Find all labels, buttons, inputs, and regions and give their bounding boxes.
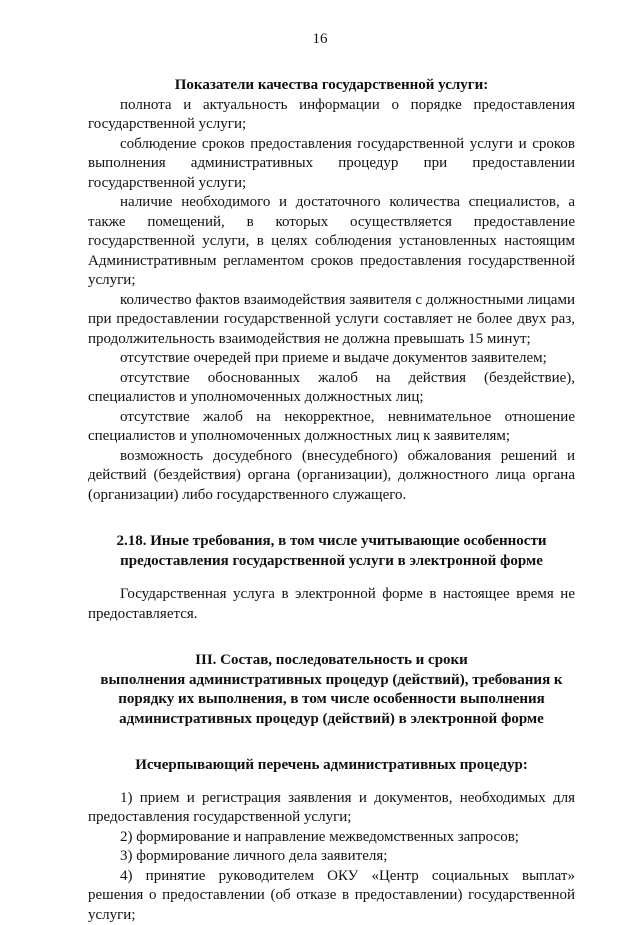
quality-item-deadlines: соблюдение сроков предоставления государственной услуги и сроков выполнения административных процедур при предоставлении государственной услуги;: [88, 135, 575, 194]
quality-indicators-heading: Показатели качества государственной услуги:: [88, 76, 575, 96]
procedure-item-reception: 1) прием и регистрация заявления и документов, необходимых для предоставления государственной услуги;: [88, 789, 575, 828]
section-2-18-heading: [88, 532, 575, 571]
quality-item-staffing: наличие необходимого и достаточного количества специалистов, а также помещений, в которых осуществляется предоставление государственной услуги, в целях соблюдения установленных настоящим Административным регламентом сроков предоставления государственной услуги;: [88, 193, 575, 291]
section-3-heading-line: порядку их выполнения, в том числе особенности выполнения: [88, 690, 575, 710]
procedure-item-decision: 4) принятие руководителем ОКУ «Центр социальных выплат» решения о предоставлении (об отказе в предоставлении) государственной услуги;: [88, 867, 575, 925]
section-2-18-heading-line: 2.18. Иные требования, в том числе учитывающие особенности: [88, 532, 575, 552]
section-2-18-text: Государственная услуга в электронной форме в настоящее время не предоставляется.: [88, 585, 575, 624]
procedure-item-personal-file: 3) формирование личного дела заявителя;: [88, 847, 575, 867]
procedures-list-heading: Исчерпывающий перечень административных процедур:: [88, 756, 575, 776]
quality-item-interactions: количество фактов взаимодействия заявителя с должностными лицами при предоставлении государственной услуги составляет не более двух раз, продолжительность взаимодействия не должна превышать 15 минут;: [88, 291, 575, 350]
procedure-item-interagency-requests: 2) формирование и направление межведомственных запросов;: [88, 828, 575, 848]
document-body: [88, 76, 575, 925]
quality-item-no-incorrect-treatment: отсутствие жалоб на некорректное, невнимательное отношение специалистов и уполномоченных должностных лиц к заявителям;: [88, 408, 575, 447]
section-2-18-heading-line: предоставления государственной услуги в электронной форме: [88, 552, 575, 572]
quality-item-no-queues: отсутствие очередей при приеме и выдаче документов заявителем;: [88, 349, 575, 369]
quality-item-completeness: полнота и актуальность информации о порядке предоставления государственной услуги;: [88, 96, 575, 135]
page-number: 16: [0, 31, 640, 48]
quality-item-no-justified-complaints: отсутствие обоснованных жалоб на действия (бездействие), специалистов и уполномоченных должностных лиц;: [88, 369, 575, 408]
section-3-heading-line: административных процедур (действий) в электронной форме: [88, 710, 575, 730]
quality-item-pretrial-appeal: возможность досудебного (внесудебного) обжалования решений и действий (бездействия) органа (организации), должностного лица органа (организации) либо государственного служащего.: [88, 447, 575, 506]
section-3-heading-line: III. Состав, последовательность и сроки: [88, 651, 575, 671]
section-3-heading-line: выполнения административных процедур (действий), требования к: [88, 671, 575, 691]
section-3-heading: [88, 651, 575, 729]
